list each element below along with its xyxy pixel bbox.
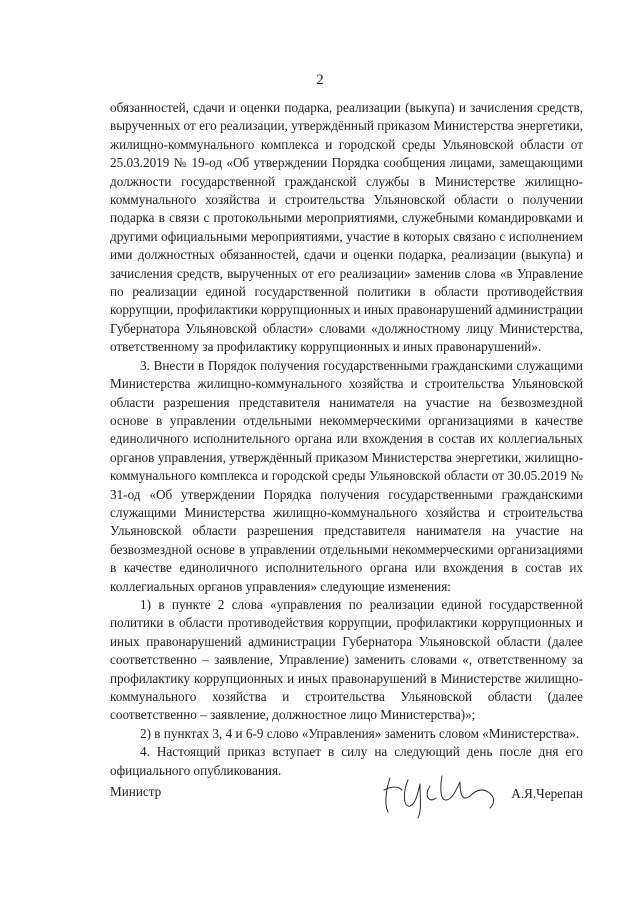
paragraph-continuation: обязанностей, сдачи и оценки подарка, реализации (выкупа) и зачисления средств, вырученных от его реализации, утверждённый приказом Министерства энергетики, жилищно-коммунального комплекса и городской среды Ульяновской области от 25.03.2019 № 19-од «Об утверждении Порядка сообщения лицами, замещающими должности государственной гражданской службы в Министерстве жилищно-коммунального хозяйства и строительства Ульяновской области о получении подарка в связи с протокольными мероприятиями, служебными командировками и другими официальными мероприятиями, участие в которых связано с исполнением ими должностных обязанностей, сдачи и оценки подарка, реализации (выкупа) и зачисления средств, вырученных от его реализации» заменив слова «в Управление по реализации единой государственной политики в области противодействия коррупции, профилактики коррупционных и иных правонарушений администрации Губернатора Ульяновской области» словами «должностному лицу Министерства, ответственному за профилактику коррупционных и иных правонарушений». [110, 100, 583, 355]
paragraph-item-4: 4. Настоящий приказ вступает в силу на следующий день после дня его официального опубликования. [110, 744, 583, 778]
handwritten-signature [380, 760, 510, 820]
paragraph-item-3: 3. Внести в Порядок получения государственными гражданскими служащими Министерства жилищно-коммунального хозяйства и строительства Ульяновской области разрешения представителя нанимателя на участие на безвозмездной основе в управлении отдельными некоммерческими организациями в качестве единоличного исполнительного органа или вхождения в состав их коллегиальных органов управления, утверждённый приказом Министерства энергетики, жилищно-коммунального комплекса и городской среды Ульяновской области от 30.05.2019 № 31-од «Об утверждении Порядка получения государственными гражданскими служащими Министерства жилищно-коммунального хозяйства и строительства Ульяновской области разрешения представителя нанимателя на участие на безвозмездной основе в управлении отдельными некоммерческими организациями в качестве единоличного исполнительного органа или вхождения в состав их коллегиальных органов управления» следующие изменения: [110, 357, 583, 594]
paragraph-subitem-2: 2) в пунктах 3, 4 и 6-9 слово «Управления» заменить словом «Министерства». [140, 725, 580, 741]
signatory-title: Министр [110, 784, 162, 799]
document-body [110, 99, 583, 780]
signature-block [110, 782, 583, 822]
signatory-name: А.Я.Черепан [511, 786, 583, 801]
page-number: 2 [316, 72, 324, 88]
paragraph-subitem-1: 1) в пункте 2 слова «управления по реализации единой государственной политики в области противодействия коррупции, профилактики коррупционных и иных правонарушений администрации Губернатора Ульяновской области (далее соответственно – заявление, Управление) заменить словами «, ответственному за профилактику коррупционных и иных правонарушений в Министерстве жилищно-коммунального хозяйства и строительства Ульяновской области (далее соответственно – заявление, должностное лицо Министерства)»; [110, 596, 583, 723]
